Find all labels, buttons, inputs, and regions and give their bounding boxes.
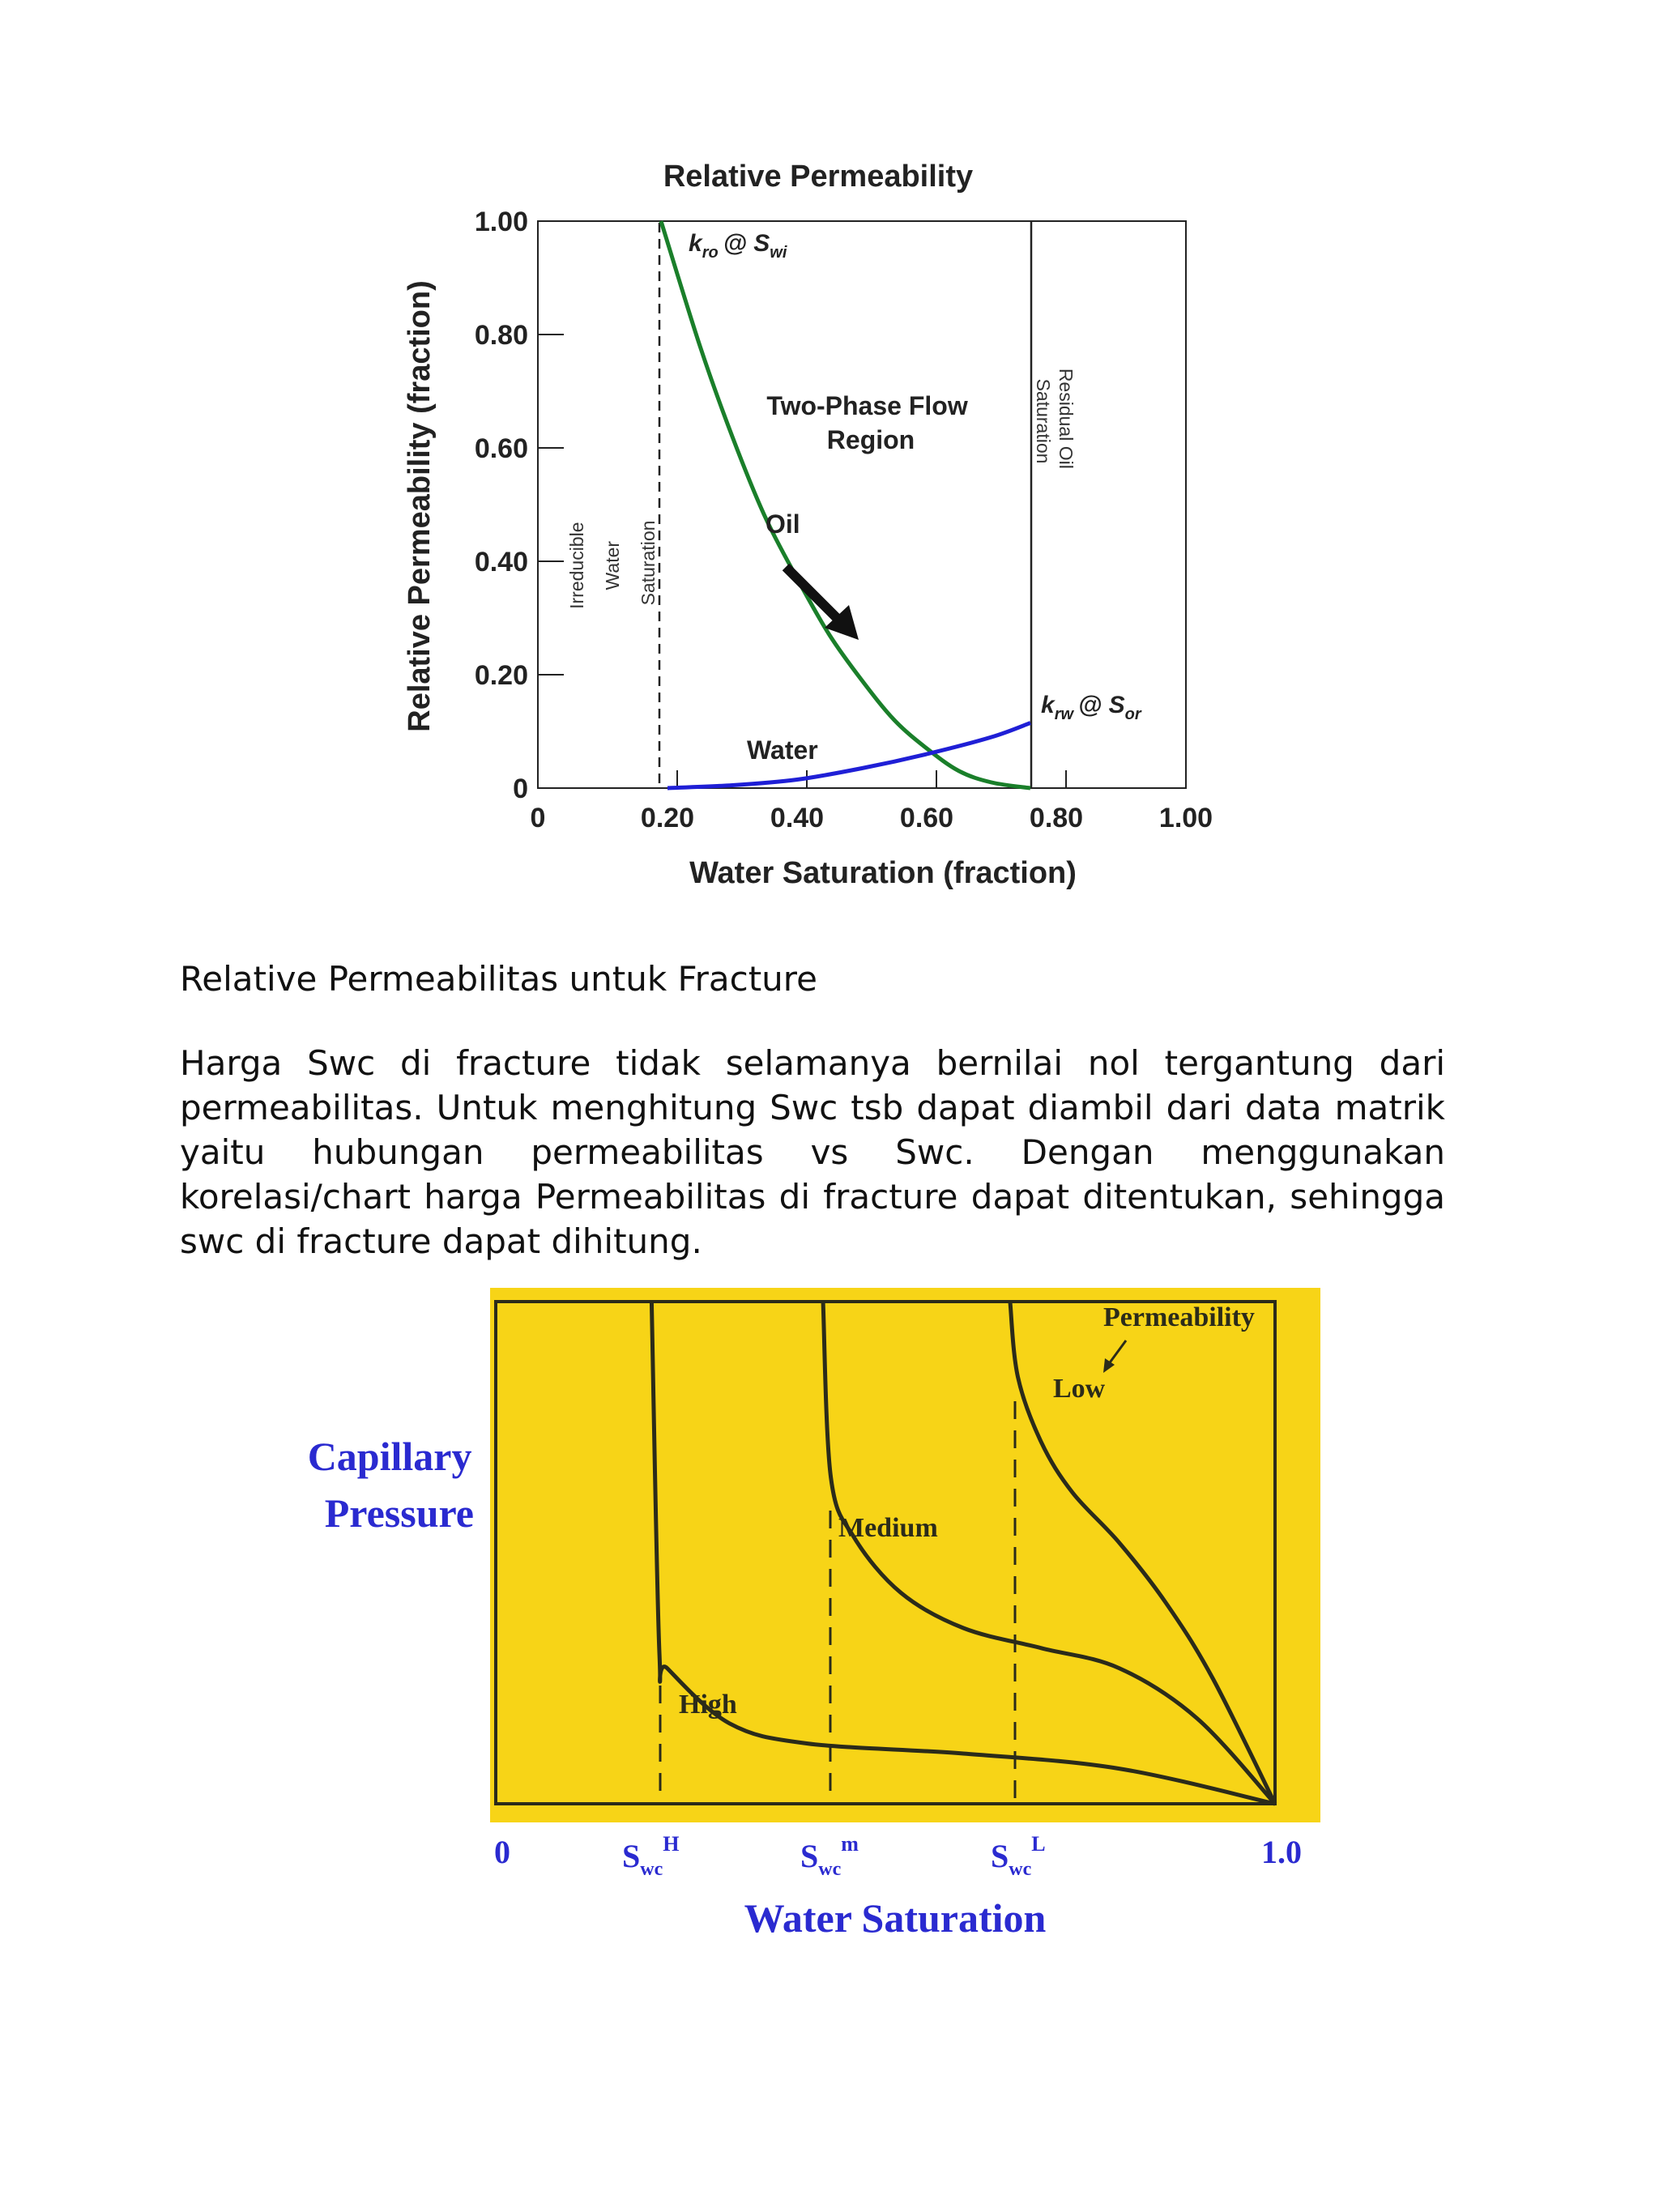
- permeability-label: Permeability: [1103, 1302, 1255, 1332]
- residual-oil-label: Residual Oil Saturation: [1033, 368, 1077, 469]
- chart1-x-tick-label: 0.60: [899, 803, 954, 833]
- x-tick-swc-low: $S_{wc}^L$: [991, 1832, 1046, 1880]
- x-tick-one: 1.0: [1261, 1834, 1302, 1870]
- chart1-y-tick-label: 0: [513, 774, 528, 804]
- water-label: Water: [747, 735, 818, 765]
- medium-label: Medium: [838, 1513, 938, 1543]
- relative-permeability-chart: [381, 150, 1239, 903]
- low-label: Low: [1053, 1374, 1106, 1404]
- chart1-x-tick-label: 0.40: [770, 803, 825, 833]
- chart1-x-tick-label: 1.00: [1158, 803, 1213, 833]
- capillary-pressure-chart: [292, 1276, 1345, 1956]
- chart1-y-tick-label: 0.20: [474, 660, 528, 691]
- body-paragraph: Harga Swc di fracture tidak selamanya bernilai nol tergantung dari permeabilitas. Untuk menghitung Swc tsb dapat diambil dari data matrik yaitu hubungan permeabilitas vs Swc. Dengan menggunakan korelasi/chart harga Permeabilitas di fracture dapat ditentukan, sehingga swc di fracture dapat dihitung.: [180, 1043, 1445, 1261]
- x-tick-zero: 0: [494, 1834, 510, 1870]
- irreducible-water-label: Irreducible Water Saturation: [566, 520, 659, 609]
- chart1-y-tick-label: 1.00: [474, 207, 528, 237]
- oil-arrow-shaft: [786, 567, 838, 620]
- chart1-x-tick-label: 0.20: [640, 803, 695, 833]
- capillary-pressure-label: Capillary Pressure: [307, 1434, 474, 1536]
- two-phase-region-label: Two-Phase Flow Region: [766, 391, 968, 454]
- chart1-y-tick-label: 0.40: [474, 547, 528, 578]
- chart2-background: [490, 1288, 1320, 1822]
- chart2-x-axis-label: Water Saturation: [744, 1895, 1047, 1941]
- figure-caption: Relative Permeabilitas untuk Fracture: [180, 959, 817, 999]
- chart1-y-tick-label: 0.80: [474, 320, 528, 351]
- chart1-x-tick-label: 0: [530, 803, 546, 833]
- chart1-y-ticks: [475, 207, 564, 804]
- chart1-x-tick-label: 0.80: [1029, 803, 1084, 833]
- kro-annotation: $k_{ro}$ @ $S_{wi}$: [689, 230, 787, 262]
- x-tick-swc-high: $S_{wc}^H$: [622, 1832, 680, 1880]
- x-tick-swc-medium: $S_{wc}^m$: [800, 1832, 859, 1880]
- krw-annotation: $k_{rw}$ @ $S_{or}$: [1041, 692, 1141, 723]
- chart1-y-axis-label: Relative Permeability (fraction): [403, 280, 437, 732]
- oil-label: Oil: [766, 509, 800, 539]
- high-label: High: [679, 1690, 737, 1720]
- chart1-x-ticks: [531, 770, 1213, 833]
- chart1-x-axis-label: Water Saturation (fraction): [689, 856, 1077, 890]
- oil-curve: [661, 221, 1030, 788]
- chart1-y-tick-label: 0.60: [474, 433, 528, 464]
- chart1-title: Relative Permeability: [663, 160, 974, 194]
